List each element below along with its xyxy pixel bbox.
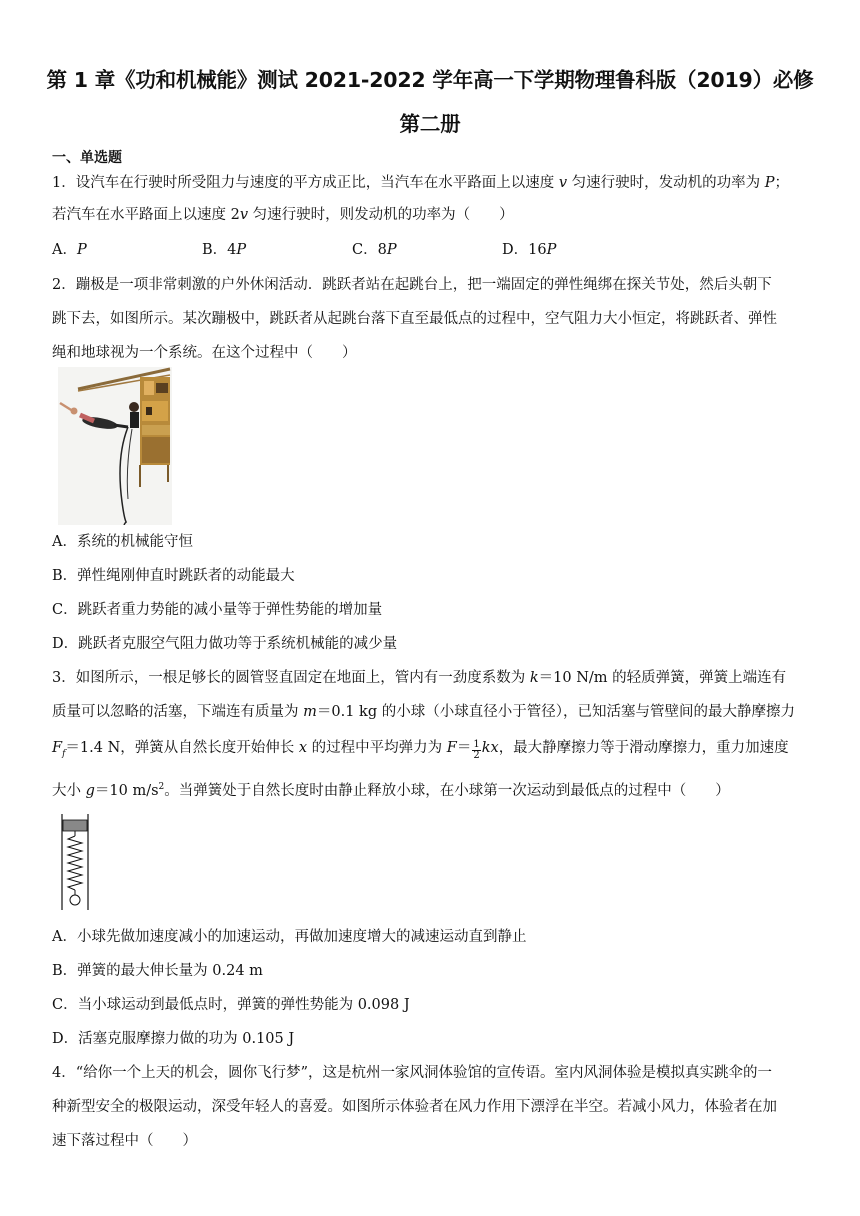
document-title-line-2: 第二册: [399, 112, 461, 136]
q2-line-1: 2．蹦极是一项非常刺激的户外休闲活动．跳跃者站在起跳台上，把一端固定的弹性绳绑在探关节处，然后头朝下: [52, 277, 772, 293]
q4-line-3: 速下落过程中（ ）: [52, 1133, 197, 1149]
section-heading: 一、单选题: [52, 150, 122, 166]
q1-line-1: 1．设汽车在行驶时所受阻力与速度的平方成正比，当汽车在水平路面上以速度 v 匀速行驶时，发动机的功率为 P；: [52, 175, 790, 191]
q2-option-c[interactable]: C．跳跃者重力势能的减小量等于弹性势能的增加量: [52, 602, 383, 618]
q1-line-2: 若汽车在水平路面上以速度 2v 匀速行驶时，则发动机的功率为（ ）: [52, 207, 514, 223]
q3-line-2: 质量可以忽略的活塞，下端连有质量为 m＝0.1 kg 的小球（小球直径小于管径），已知活塞与管壁间的最大静摩擦力: [52, 704, 795, 720]
q3-option-d[interactable]: D．活塞克服摩擦力做的功为 0.105 J: [52, 1031, 295, 1047]
q3-line-4: 大小 g＝10 $m/s^2$。当弹簧处于自然长度时由静止释放小球，在小球第一次运动到最低点的过程中（ ）: [52, 782, 730, 799]
q2-line-3: 绳和地球视为一个系统。在这个过程中（ ）: [52, 345, 357, 361]
document-title-line-1: 第 1 章《功和机械能》测试 2021-2022 学年高一下学期物理鲁科版（2019）必修: [46, 68, 814, 92]
q3-line-3: $F_f=1.4$ N，弹簧从自然长度开始伸长 x 的过程中平均弹力为 F＝ $\frac{1}{2}$ kx，最大静摩擦力等于滑动摩擦力，重力加速度: [52, 739, 789, 761]
q1-option-d[interactable]: D．16P: [502, 242, 557, 258]
q2-option-a[interactable]: A．系统的机械能守恒: [52, 534, 193, 550]
q4-line-1: 4．“给你一个上天的机会，圆你飞行梦”，这是杭州一家风洞体验馆的宣传语。室内风洞体验是模拟真实跳伞的一: [52, 1065, 773, 1081]
q2-option-b[interactable]: B．弹性绳刚伸直时跳跃者的动能最大: [52, 568, 295, 584]
q2-line-2: 跳下去，如图所示。某次蹦极中，跳跃者从起跳台落下直至最低点的过程中，空气阻力大小恒定，将跳跃者、弹性: [52, 311, 777, 327]
q2-option-d[interactable]: D．跳跃者克服空气阻力做功等于系统机械能的减少量: [52, 636, 398, 652]
q3-option-b[interactable]: B．弹簧的最大伸长量为 0.24 m: [52, 963, 263, 979]
q4-line-2: 种新型安全的极限运动，深受年轻人的喜爱。如图所示体验者在风力作用下漂浮在半空。若减小风力，体验者在加: [52, 1099, 777, 1115]
q1-option-b[interactable]: B．4P: [202, 242, 247, 258]
spring-tube-diagram: [58, 812, 96, 918]
q3-line-1: 3．如图所示，一根足够长的圆管竖直固定在地面上，管内有一劲度系数为 k＝10 N/m 的轻质弹簧，弹簧上端连有: [52, 670, 787, 686]
bungee-jump-photo: [58, 367, 172, 525]
q3-option-c[interactable]: C．当小球运动到最低点时，弹簧的弹性势能为 0.098 J: [52, 997, 410, 1013]
q3-option-a[interactable]: A．小球先做加速度减小的加速运动，再做加速度增大的减速运动直到静止: [52, 929, 527, 945]
one-half-fraction: $\frac{1}{2}$: [473, 739, 480, 761]
q1-option-a[interactable]: A．P: [52, 242, 87, 258]
q1-option-c[interactable]: C．8P: [352, 242, 397, 258]
